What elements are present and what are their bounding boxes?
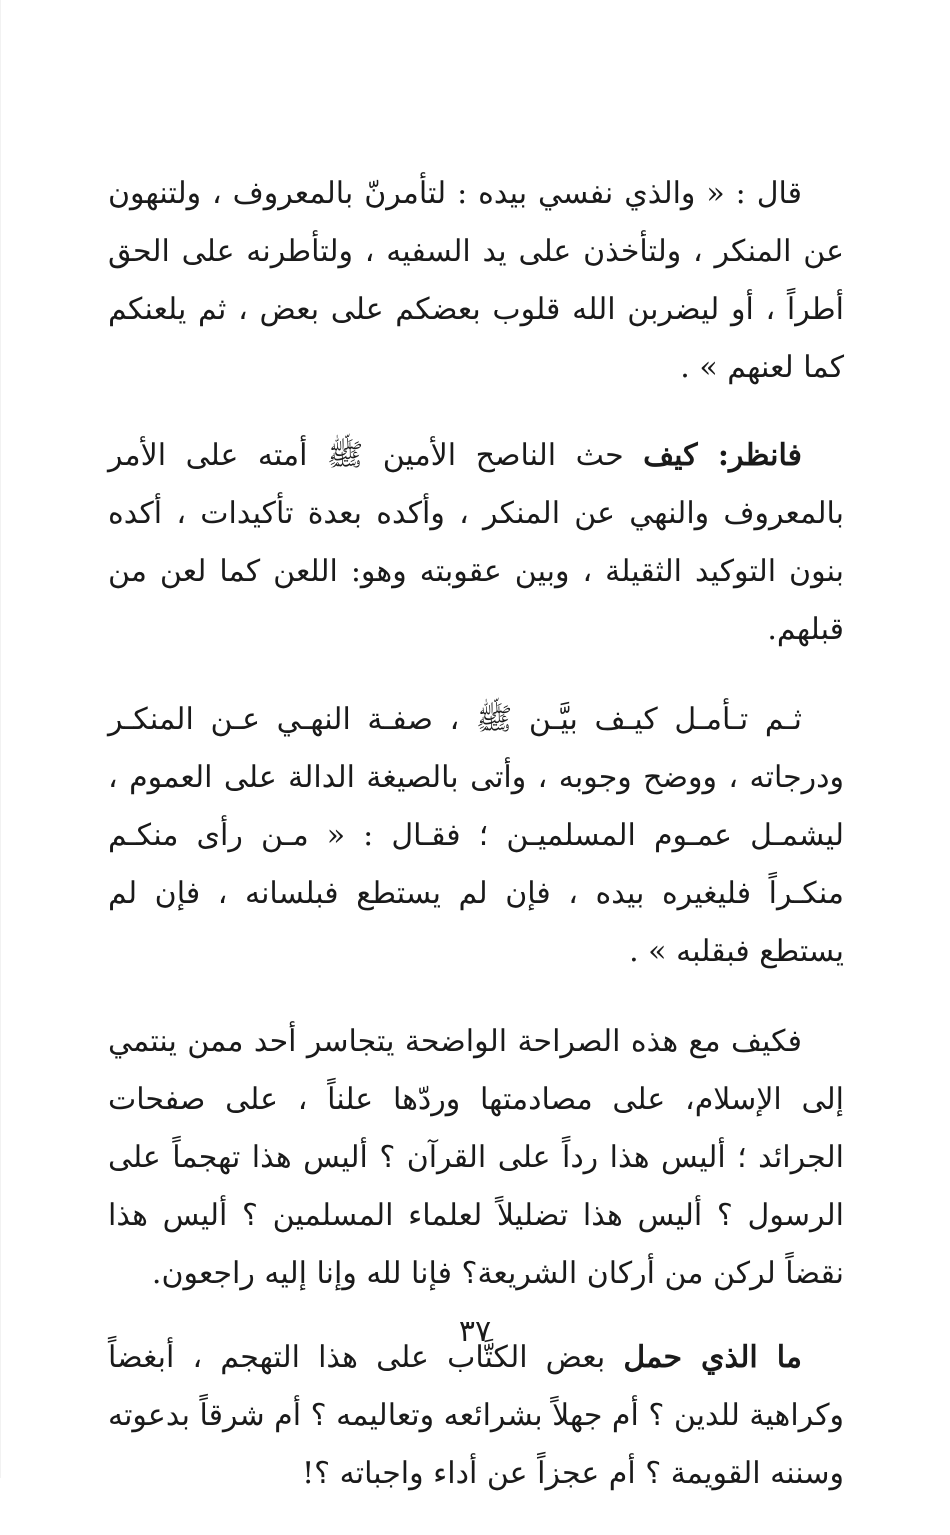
paragraph-text: حث الناصح الأمين ﷺ أمته على الأمر بالمعروف والنهي عن المنكر ، وأكده بعدة تأكيدات ، أكده بنون التوكيد الثقيلة ، وبين عقوبته وهو: اللعن كما لعن من قبلهم. <box>108 438 844 647</box>
paragraph-hadith-change <box>108 691 844 981</box>
paragraph-motive <box>108 1329 844 1503</box>
paragraph-question <box>108 1013 844 1303</box>
paragraph-hadith-command <box>108 165 844 397</box>
paragraph-text: ثـم تـأمـل كيـف بيَّـن ﷺ ، صفـة النهـي عـن المنكـر ودرجاته ، ووضح وجوبه ، وأتى بالصيغة الدالة على العموم ، ليشمـل عمـوم المسلميـن ؛ فقـال : « مـن رأى منكـم منكـراً فليغيره بيده ، فإن لم يستطع فبلسانه ، فإن لم يستطع فبقلبه » . <box>108 702 844 969</box>
paragraph-reflection <box>108 427 844 659</box>
paragraph-lead: ما الذي حمل <box>623 1340 802 1375</box>
scan-margin-line <box>0 0 1 1478</box>
paragraph-text: بعض الكتَّاب على هذا التهجم ، أبغضاً وكراهية للدين ؟ أم جهلاً بشرائعه وتعاليمه ؟ أم شرقاً بدعوته وسننه القويمة ؟ أم عجزاً عن أداء واجباته ؟! <box>108 1340 844 1491</box>
paragraph-text: فكيف مع هذه الصراحة الواضحة يتجاسر أحد ممن ينتمي إلى الإسلام، على مصادمتها وردّها علناً ، على صفحات الجرائد ؛ أليس هذا رداً على القرآن ؟ أليس هذا تهجماً على الرسول ؟ أليس هذا تضليلاً لعلماء المسلمين ؟ أليس هذا نقضاً لركن من أركان الشريعة؟ فإنا لله وإنا إليه راجعون. <box>108 1024 844 1291</box>
paragraph-lead: فانظر: كيف <box>643 438 802 473</box>
page-number: ٣٧ <box>458 1314 492 1349</box>
paragraph-text: قال : « والذي نفسي بيده : لتأمرنّ بالمعروف ، ولتنهون عن المنكر ، ولتأخذن على يد السفيه ، ولتأطرنه على الحق أطراً ، أو ليضربن الله قلوب بعضكم على بعض ، ثم يلعنكم كما لعنهم » . <box>108 176 844 385</box>
